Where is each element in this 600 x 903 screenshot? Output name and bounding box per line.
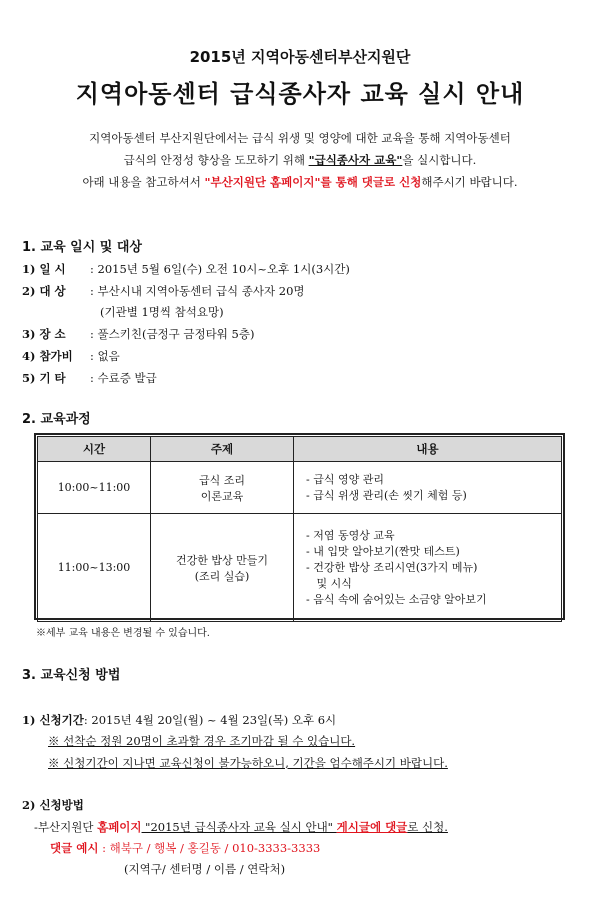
content-cell [294,462,562,514]
column-header-content: 내용 [294,437,562,462]
topic-cell [151,462,294,514]
topic-cell [151,514,294,622]
detail-row [22,370,157,386]
post-title: "2015년 급식종사자 교육 실시 안내" [141,820,337,834]
period-value: : 2015년 4월 20일(월) ~ 4월 23일(목) 오후 6시 [83,713,337,727]
method-label: 2) 신청방법 [22,798,84,812]
intro-text: 해주시기 바랍니다. [421,175,518,189]
section-3-heading: 3. 교육신청 방법 [22,668,121,683]
table-row [38,514,562,622]
intro-text: 급식의 안정성 향상을 도모하기 위해 [123,153,309,167]
example-row [50,840,320,856]
homepage-highlight: 홈페이지 [97,820,142,834]
detail-value: : 부산시내 지역아동센터 급식 종사자 20명 [90,284,305,298]
intro-line-2 [0,152,600,168]
content-cell [294,514,562,622]
time-cell: 10:00~11:00 [38,462,151,514]
detail-label: 4) 참가비 [22,349,73,363]
method-text: -부산지원단 [34,820,98,834]
period-row [22,712,336,728]
intro-line-1: 지역아동센터 부산지원단에서는 급식 위생 및 영양에 대한 교육을 통해 지역아동센터 [89,131,511,145]
content-line: - 내 입맛 알아보기(짠맛 테스트) [306,544,460,558]
comment-highlight: 게시글에 댓글 [336,820,408,834]
detail-label: 3) 장 소 [22,327,66,341]
topic-line: 급식 조리 [198,473,245,487]
period-label: 1) 신청기간 [22,713,84,727]
table-row [38,462,562,514]
content-line: - 건강한 밥상 조리시연(3가지 메뉴) [306,560,478,574]
apply-instruction-highlight: "부산지원단 홈페이지"를 통해 댓글로 신청 [204,175,422,189]
page-title: 지역아동센터 급식종사자 교육 실시 안내 [75,80,525,108]
column-header-topic: 주제 [151,437,294,462]
detail-value-continued: (기관별 1명씩 참석요망) [100,305,224,319]
content-line: 및 시식 [306,576,352,590]
content-line: - 급식 영양 관리 [306,472,384,486]
method-text: 로 신청. [407,820,448,834]
topic-line: 이론교육 [200,489,244,503]
example-value: : 해북구 / 행복 / 홍길동 / 010-3333-3333 [98,841,321,855]
detail-value: : 풀스키친(금정구 금정타워 5층) [90,327,255,341]
notice-deadline: ※ 신청기간이 지나면 교육신청이 불가능하오니, 기간을 엄수해주시기 바랍니다. [48,756,448,770]
section-2-heading: 2. 교육과정 [22,412,91,427]
schedule-table [37,436,562,622]
schedule-note: ※세부 교육 내용은 변경될 수 있습니다. [36,628,210,639]
example-label: 댓글 예시 [50,841,99,855]
section-1-heading: 1. 교육 일시 및 대상 [22,240,142,255]
notice-early-close: ※ 선착순 정원 20명이 초과할 경우 조기마감 될 수 있습니다. [48,734,356,748]
content-line: - 저염 동영상 교육 [306,528,395,542]
intro-text: 아래 내용을 참고하셔서 [82,175,205,189]
column-header-time: 시간 [38,437,151,462]
detail-row [22,348,120,364]
detail-row [22,326,254,342]
time-cell: 11:00~13:00 [38,514,151,622]
example-fields: (지역구/ 센터명 / 이름 / 연락처) [124,862,286,876]
detail-value: : 2015년 5월 6일(수) 오전 10시~오후 1시(3시간) [90,262,350,276]
content-line: - 음식 속에 숨어있는 소금양 알아보기 [306,592,487,606]
method-row [34,819,448,835]
detail-row [22,261,350,277]
organization-name: 2015년 지역아동센터부산지원단 [189,48,411,66]
detail-label: 5) 기 타 [22,371,66,385]
program-name-highlight: "급식종사자 교육" [308,153,403,167]
intro-line-3 [0,174,600,190]
detail-label: 1) 일 시 [22,262,66,276]
detail-value: : 없음 [90,349,120,363]
detail-value: : 수료증 발급 [90,371,157,385]
topic-line: (조리 실습) [194,569,250,583]
topic-line: 건강한 밥상 만들기 [175,553,268,567]
detail-label: 2) 대 상 [22,284,66,298]
detail-row [22,283,305,299]
intro-text: 을 실시합니다. [402,153,477,167]
table-header-row [38,437,562,462]
content-line: - 급식 위생 관리(손 씻기 체험 등) [306,488,467,502]
